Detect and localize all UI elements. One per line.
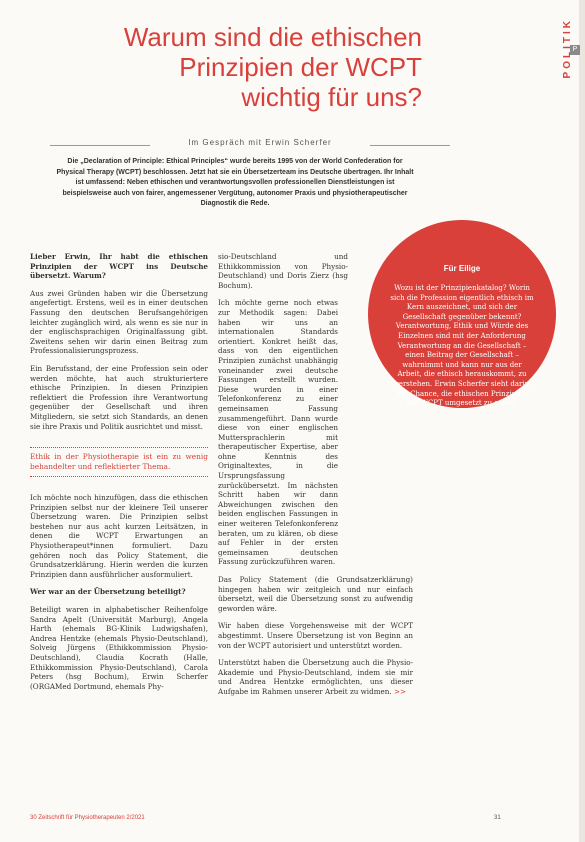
answer-paragraph: sio-Deutschland und Ethikkommission von Physio-Deutschland) und Doris Zierz (hsg Bochum). (218, 252, 348, 290)
infobox-circle (368, 220, 556, 408)
page-number: 31 (494, 815, 501, 821)
column-1 (30, 252, 208, 699)
answer-paragraph: Aus zwei Gründen haben wir die Übersetzung angefertigt. Erstens, weil es in einer deutschen Fassung den deutschen Berufsangehörigen leichter zugänglich wird, als wenn es sie nur in der englischsprachigen Originalfassung gibt. Zweitens sehen wir darin einen Beitrag zum Professionalisierungsprozess. (30, 288, 208, 356)
section-tab: P (570, 45, 580, 55)
answer-text: Unterstützt haben die Übersetzung auch die Physio-Akademie und Physio-Deutschland, indem sie mir und Andrea Hentzke ermöglichten, uns dieser Aufgabe im Rahmen unserer Arbeit zu widmen. (218, 658, 413, 696)
title-line-3: wichtig für uns? (241, 82, 422, 112)
answer-paragraph: Das Policy Statement (die Grundsatzerklärung) hingegen haben wir zeitgleich und nur einfach übersetzt, weil die Übersetzung sonst zu aufwendig geworden wäre. (218, 575, 413, 613)
question-1: Lieber Erwin, Ihr habt die ethischen Prinzipien der WCPT ins Deutsche übersetzt. Warum? (30, 252, 208, 281)
subtitle-row (50, 138, 450, 152)
footer-left: 30 Zeitschrift für Physiotherapeuten 2/2021 (30, 815, 145, 821)
infobox-title: Für Eilige (443, 264, 481, 273)
answer-paragraph (218, 658, 413, 696)
answer-paragraph: Beteiligt waren in alphabetischer Reihenfolge Sandra Apelt (Universität Marburg), Angela Harth (ehemals BG-Klinik Ludwigshafen), Andrea Hentzke (ehemals Physio-Deutschland), Solveig Jürgens (Ethikkommission Physio-Deutschland), Claudia Kocrath (Halle, Ethikkommission Physio-Deutschland), Carola Peters (hsg Bochum), Erwin Scherfer (ORGAMed Dortmund, ehemals Phy- (30, 605, 208, 691)
section-label: POLITIK (562, 18, 573, 79)
answer-paragraph: Wir haben diese Vorgehensweise mit der WCPT abgestimmt. Unsere Übersetzung ist von Beginn an von der WCPT autorisiert und unterstützt worden. (218, 621, 413, 650)
title-line-2: Prinzipien der WCPT (179, 52, 422, 82)
answer-paragraph: Ich möchte noch hinzufügen, dass die ethischen Prinzipien selbst nur der kleinere Teil unserer Übersetzung waren. Die Prinzipien selbst bestehen nur aus acht kurzen Leitsätzen, in denen die WCPT Erwartungen an Physiotherapeut*innen formuliert. Dazu gehören noch das Policy Statement, die Grundsatzerklärung. Hierin werden die kurzen Prinzipien dann ausführlicher ausformuliert. (30, 493, 208, 579)
subtitle: Im Gespräch mit Erwin Scherfer (188, 138, 332, 147)
subtitle-rule-left (50, 145, 150, 146)
article-title (70, 22, 422, 112)
continue-marker: >> (393, 686, 407, 696)
lead-paragraph: Die „Declaration of Principle: Ethical Principles“ wurde bereits 1995 von der World Confederation for Physical Therapy (WCPT) beschlossen. Jetzt hat sie ein Übersetzerteam ins Deutsche übertragen. Ihr Inhalt ist umfassend: Neben ethischen und verantwortungsvollen professionellen Dienstleistungen ist beispielsweise auch von fairer, angemessener Vergütung, autonomer Praxis und physiotherapeutischer Diagnostik die Rede. (56, 158, 414, 207)
answer-paragraph: Ein Berufsstand, der eine Profession sein oder werden möchte, hat auch strukturiertere ethische Prinzipien. In diesen Prinzipien reflektiert die Profession ihre Verantwortung gegenüber der Gesellschaft und ihren Mitgliedern, sie setzt sich Standards, an denen sie ihre Praxis und Politik ausrichtet und misst. (30, 363, 208, 431)
title-line-1: Warum sind die ethischen (123, 22, 422, 52)
subtitle-rule-right (370, 145, 450, 146)
page-edge (579, 0, 585, 842)
pull-quote: Ethik in der Physiotherapie ist ein zu wenig behandelter und reflektierter Thema. (30, 447, 208, 477)
answer-paragraph: Ich möchte gerne noch etwas zur Methodik sagen: Dabei haben wir uns an internationalen Standards orientiert. Konkret heißt das, dass von den eigentlichen Prinzipien zunächst unabhängig voneinander zwei deutsche Fassungen erstellt wurden. Diese wurden in einer Telefonkonferenz zu einer gemeinsamen Fassung zusammengeführt. Dann wurde diese von einer englischen Muttersprachlerin mit therapeutischer Expertise, aber ohne Kenntnis des Originaltextes, in die Ursprungsfassung zurückübersetzt. Im nächsten Schritt haben wir dann Abweichungen zwischen den beiden englischen Fassungen in einer weiteren Telefonkonferenz beraten, um zu klären, ob diese auf Fehler in der ersten gemeinsamen deutschen Fassung zurückzuführen waren. (218, 298, 338, 567)
infobox-text: Wozu ist der Prinzipienkatalog? Worin sich die Profession eigentlich ethisch im Kern auszeichnet, und sich der Gesellschaft gegenüber bekennt? Verantwortung, Ethik und Würde des Einzelnen sind mit der Anforderung Verantwortung an die Gesellschaft – einen Beitrag der Gesellschaft – wahrnimmt und kann nur aus der Arbeit, die ethisch herauskommt, zu verstehen. Erwin Scherfer sieht darin die Chance, die ethischen Prinzipien der WCPT umgesetzt zu sehen. (390, 284, 534, 408)
question-2: Wer war an der Übersetzung beteiligt? (30, 587, 186, 597)
